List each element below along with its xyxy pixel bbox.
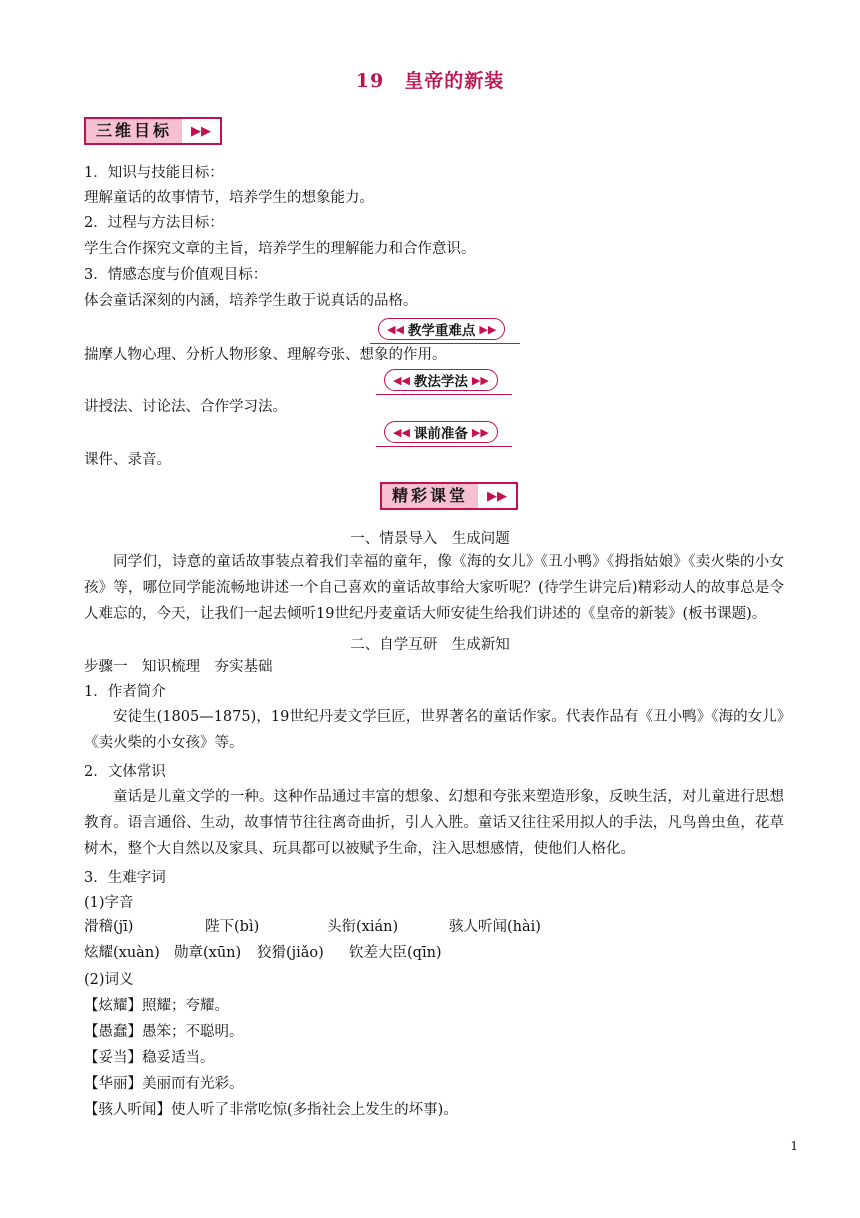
- section-header-key-points: [378, 317, 505, 341]
- pill-label: 课前准备: [413, 426, 468, 442]
- page-number: 1: [790, 1139, 798, 1153]
- section-header-preparation: [384, 420, 498, 444]
- left-arrow-icon: ◀◀: [387, 322, 404, 336]
- lesson-title: 19 皇帝的新装: [355, 70, 505, 92]
- section-header-label: 精彩课堂: [380, 482, 478, 510]
- underline-curl: [370, 337, 520, 344]
- double-arrow-icon: ▶▶: [478, 482, 518, 510]
- pronunciation-item: 钦差大臣(qīn): [349, 945, 442, 961]
- section-header-methods: [384, 368, 498, 392]
- pronunciation-item: 滑稽(jī): [84, 919, 134, 935]
- pronunciation-item: 陛下(bì): [205, 919, 260, 935]
- pronunciation-item: 狡猾(jiǎo): [257, 945, 324, 961]
- objective-2-text: 学生合作探究文章的主旨，培养学生的理解能力和合作意识。: [84, 241, 476, 257]
- objective-1-text: 理解童话的故事情节，培养学生的想象能力。: [84, 190, 374, 206]
- meaning-heading: (2)词义: [84, 972, 134, 988]
- section-header-classroom: [380, 482, 518, 510]
- genre-paragraph: 童话是儿童文学的一种。这种作品通过丰富的想象、幻想和夸张来塑造形象，反映生活，对儿童进行思想教育。语言通俗、生动，故事情节往往离奇曲折，引人入胜。童话又往往采用拟人的手法，凡鸟兽虫鱼，花草树木，整个大自然以及家具、玩具都可以被赋予生命，注入思想感情，使他们人格化。: [84, 789, 784, 857]
- objective-2-heading: 2．过程与方法目标：: [84, 215, 224, 231]
- meaning-item: 【骇人听闻】使人听了非常吃惊(多指社会上发生的坏事)。: [84, 1102, 458, 1118]
- pronunciation-item: 骇人听闻(hài): [449, 919, 541, 935]
- pronunciation-item: 勋章(xūn): [174, 945, 242, 961]
- left-arrow-icon: ◀◀: [393, 425, 410, 439]
- section-header-objectives: [84, 117, 222, 145]
- meaning-item: 【炫耀】照耀；夸耀。: [84, 998, 229, 1014]
- objective-1-heading: 1．知识与技能目标：: [84, 165, 224, 181]
- right-arrow-icon: ▶▶: [479, 322, 497, 336]
- pronunciation-item: 头衔(xián): [327, 919, 399, 935]
- objective-3-heading: 3．情感态度与价值观目标：: [84, 267, 268, 283]
- double-arrow-icon: ▶▶: [182, 117, 222, 145]
- part-1-title: 一、情景导入 生成问题: [350, 531, 510, 547]
- left-arrow-icon: ◀◀: [393, 373, 410, 387]
- meaning-item: 【妥当】稳妥适当。: [84, 1050, 215, 1066]
- underline-curl: [376, 388, 512, 395]
- part-1-paragraph: 同学们，诗意的童话故事装点着我们幸福的童年，像《海的女儿》《丑小鸭》《拇指姑娘》《卖火柴的小女孩》等，哪位同学能流畅地讲述一个自己喜欢的童话故事给大家听呢？(待学生讲完后)精彩动人的故事总是令人难忘的，今天，让我们一起去倾听19世纪丹麦童话大师安徒生给我们讲述的《皇帝的新装》(板书课题)。: [84, 554, 784, 622]
- preparation-text: 课件、录音。: [84, 452, 171, 468]
- right-arrow-icon: ▶▶: [471, 373, 489, 387]
- pill-label: 教学重难点: [407, 323, 476, 339]
- genre-heading: 2．文体常识: [84, 764, 166, 780]
- meaning-item: 【愚蠢】愚笨；不聪明。: [84, 1024, 244, 1040]
- step-1-heading: 步骤一 知识梳理 夯实基础: [84, 659, 273, 675]
- part-2-title: 二、自学互研 生成新知: [350, 637, 510, 653]
- pronunciation-heading: (1)字音: [84, 895, 134, 911]
- meaning-item: 【华丽】美丽而有光彩。: [84, 1076, 244, 1092]
- right-arrow-icon: ▶▶: [471, 425, 489, 439]
- objective-3-text: 体会童话深刻的内涵，培养学生敢于说真话的品格。: [84, 293, 418, 309]
- author-heading: 1．作者简介: [84, 684, 166, 700]
- pill-label: 教法学法: [413, 374, 468, 390]
- author-paragraph: 安徒生(1805—1875)，19世纪丹麦文学巨匠，世界著名的童话作家。代表作品有《丑小鸭》《海的女儿》《卖火柴的小女孩》等。: [84, 709, 784, 751]
- vocab-heading: 3．生难字词: [84, 870, 166, 886]
- methods-text: 讲授法、讨论法、合作学习法。: [84, 399, 287, 415]
- pronunciation-item: 炫耀(xuàn): [84, 945, 160, 961]
- underline-curl: [376, 440, 512, 447]
- key-points-text: 揣摩人物心理、分析人物形象、理解夸张、想象的作用。: [84, 347, 447, 363]
- section-header-label: 三维目标: [84, 117, 182, 145]
